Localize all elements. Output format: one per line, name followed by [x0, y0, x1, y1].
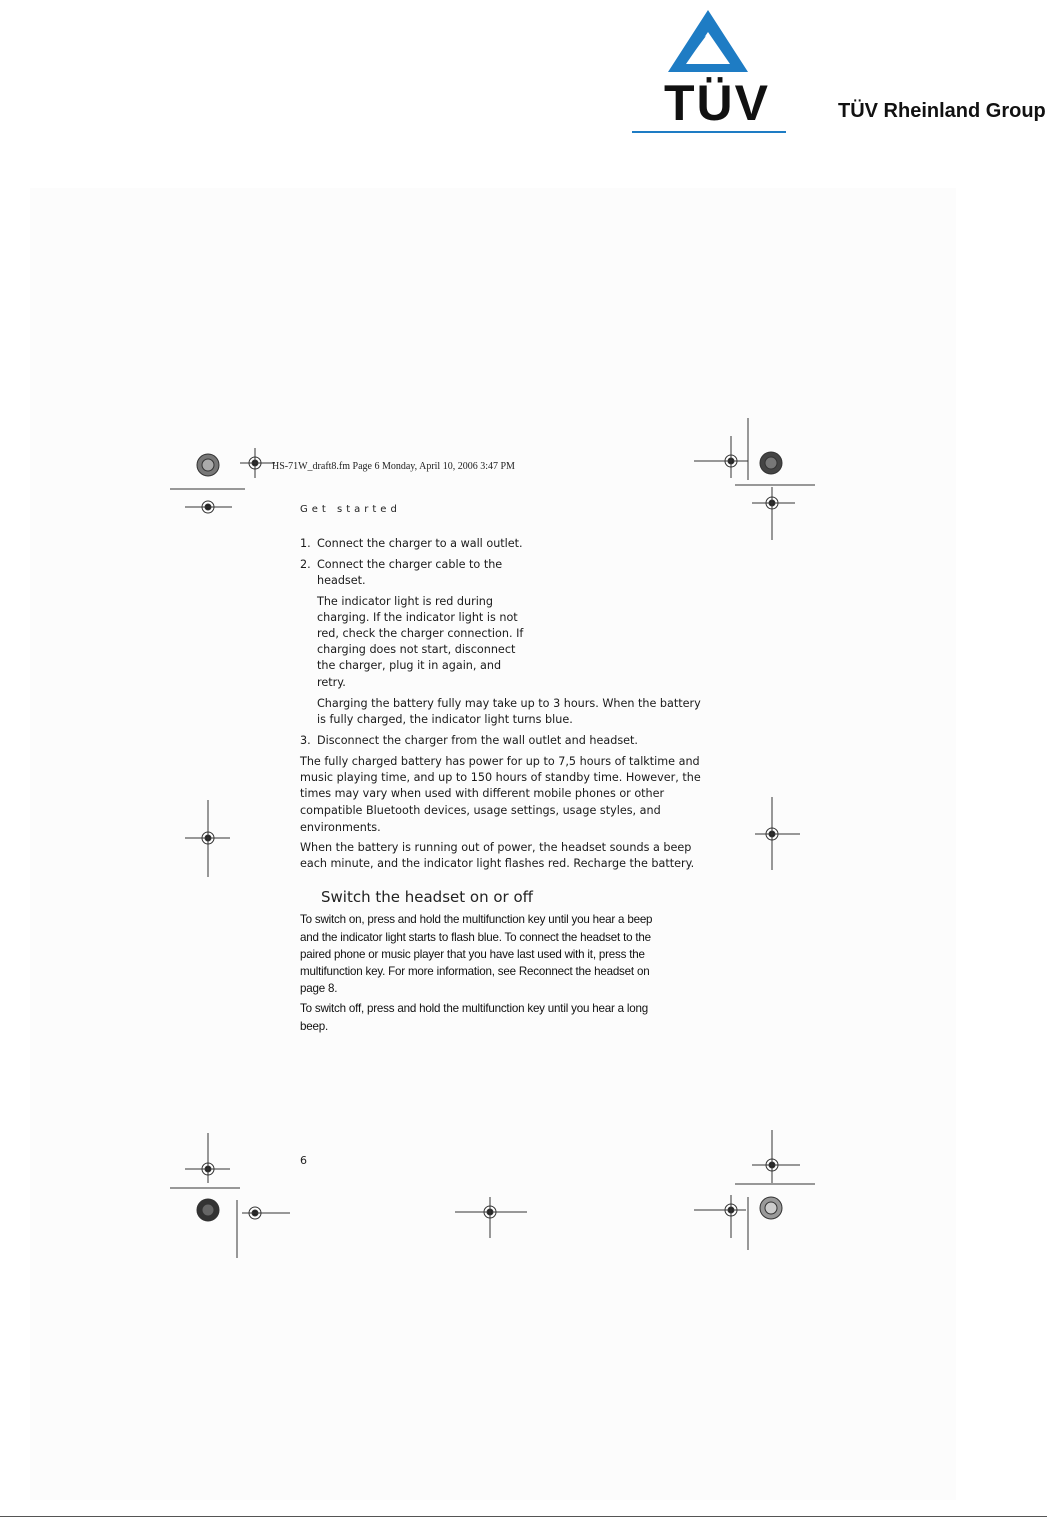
note-line: red, check the charger connection. If	[317, 627, 524, 640]
note-line: retry.	[317, 676, 346, 689]
note-line: charging. If the indicator light is not	[317, 611, 518, 624]
step-number: 3.	[300, 734, 311, 747]
paragraph-line: environments.	[300, 821, 381, 834]
paragraph-line: times may vary when used with different mobile phones or other	[300, 787, 665, 800]
crosshair-icon	[170, 489, 245, 513]
crosshair-icon	[170, 1133, 240, 1188]
crosshair-icon	[455, 1197, 527, 1238]
bottom-rule	[0, 1516, 1047, 1517]
step-number: 1.	[300, 537, 311, 550]
step-number: 2.	[300, 558, 311, 571]
crop-rosette-icon	[197, 1199, 219, 1221]
crosshair-icon	[694, 418, 748, 480]
paragraph-line: To switch on, press and hold the multifunction key until you hear a beep	[300, 913, 653, 926]
crosshair-icon	[185, 800, 230, 877]
tuv-wordmark: TÜV	[664, 75, 770, 131]
paragraph-line: When the battery is running out of power, the headset sounds a beep	[300, 841, 692, 854]
crop-rosette-icon	[760, 452, 782, 474]
paragraph-line: To switch off, press and hold the multifunction key until you hear a long	[300, 1002, 649, 1015]
step-text: Connect the charger cable to the	[317, 558, 503, 571]
paragraph-line: The fully charged battery has power for up to 7,5 hours of talktime and	[300, 755, 700, 768]
note-line: is fully charged, the indicator light turns blue.	[317, 713, 573, 726]
paragraph-line: page 8.	[300, 982, 338, 995]
step-text: Connect the charger to a wall outlet.	[317, 537, 523, 550]
paragraph-line: and the indicator light starts to flash blue. To connect the headset to the	[300, 931, 651, 944]
paragraph-line: paired phone or music player that you have last used with it, press the	[300, 948, 645, 961]
paragraph-line: each minute, and the indicator light flashes red. Recharge the battery.	[300, 857, 695, 870]
draft-file-header: HS-71W_draft8.fm Page 6 Monday, April 10, 2006 3:47 PM	[272, 461, 515, 472]
crosshair-icon	[735, 485, 815, 540]
crop-rosette-icon	[197, 454, 219, 476]
crosshair-icon	[240, 448, 275, 478]
paragraph-line: music playing time, and up to 150 hours of standby time. However, the	[300, 771, 701, 784]
note-line: the charger, plug it in again, and	[317, 659, 502, 672]
note-line: Charging the battery fully may take up to 3 hours. When the battery	[317, 697, 701, 710]
crosshair-icon	[694, 1195, 748, 1250]
crosshair-icon	[237, 1200, 290, 1258]
crosshair-icon	[735, 1130, 815, 1184]
section-label: Get started	[300, 504, 401, 515]
step-text: Disconnect the charger from the wall outlet and headset.	[317, 734, 638, 747]
section-heading: Switch the headset on or off	[321, 888, 533, 906]
paragraph-line: multifunction key. For more information, see Reconnect the headset on	[300, 965, 650, 978]
crop-rosette-icon	[760, 1197, 782, 1219]
paragraph-line: beep.	[300, 1020, 329, 1033]
crosshair-icon	[755, 797, 800, 870]
paragraph-line: compatible Bluetooth devices, usage settings, usage styles, and	[300, 804, 661, 817]
step-text: headset.	[317, 574, 366, 587]
note-line: charging does not start, disconnect	[317, 643, 516, 656]
note-line: The indicator light is red during	[317, 595, 493, 608]
page-number: 6	[300, 1154, 307, 1167]
group-name: TÜV Rheinland Group	[838, 100, 1046, 122]
